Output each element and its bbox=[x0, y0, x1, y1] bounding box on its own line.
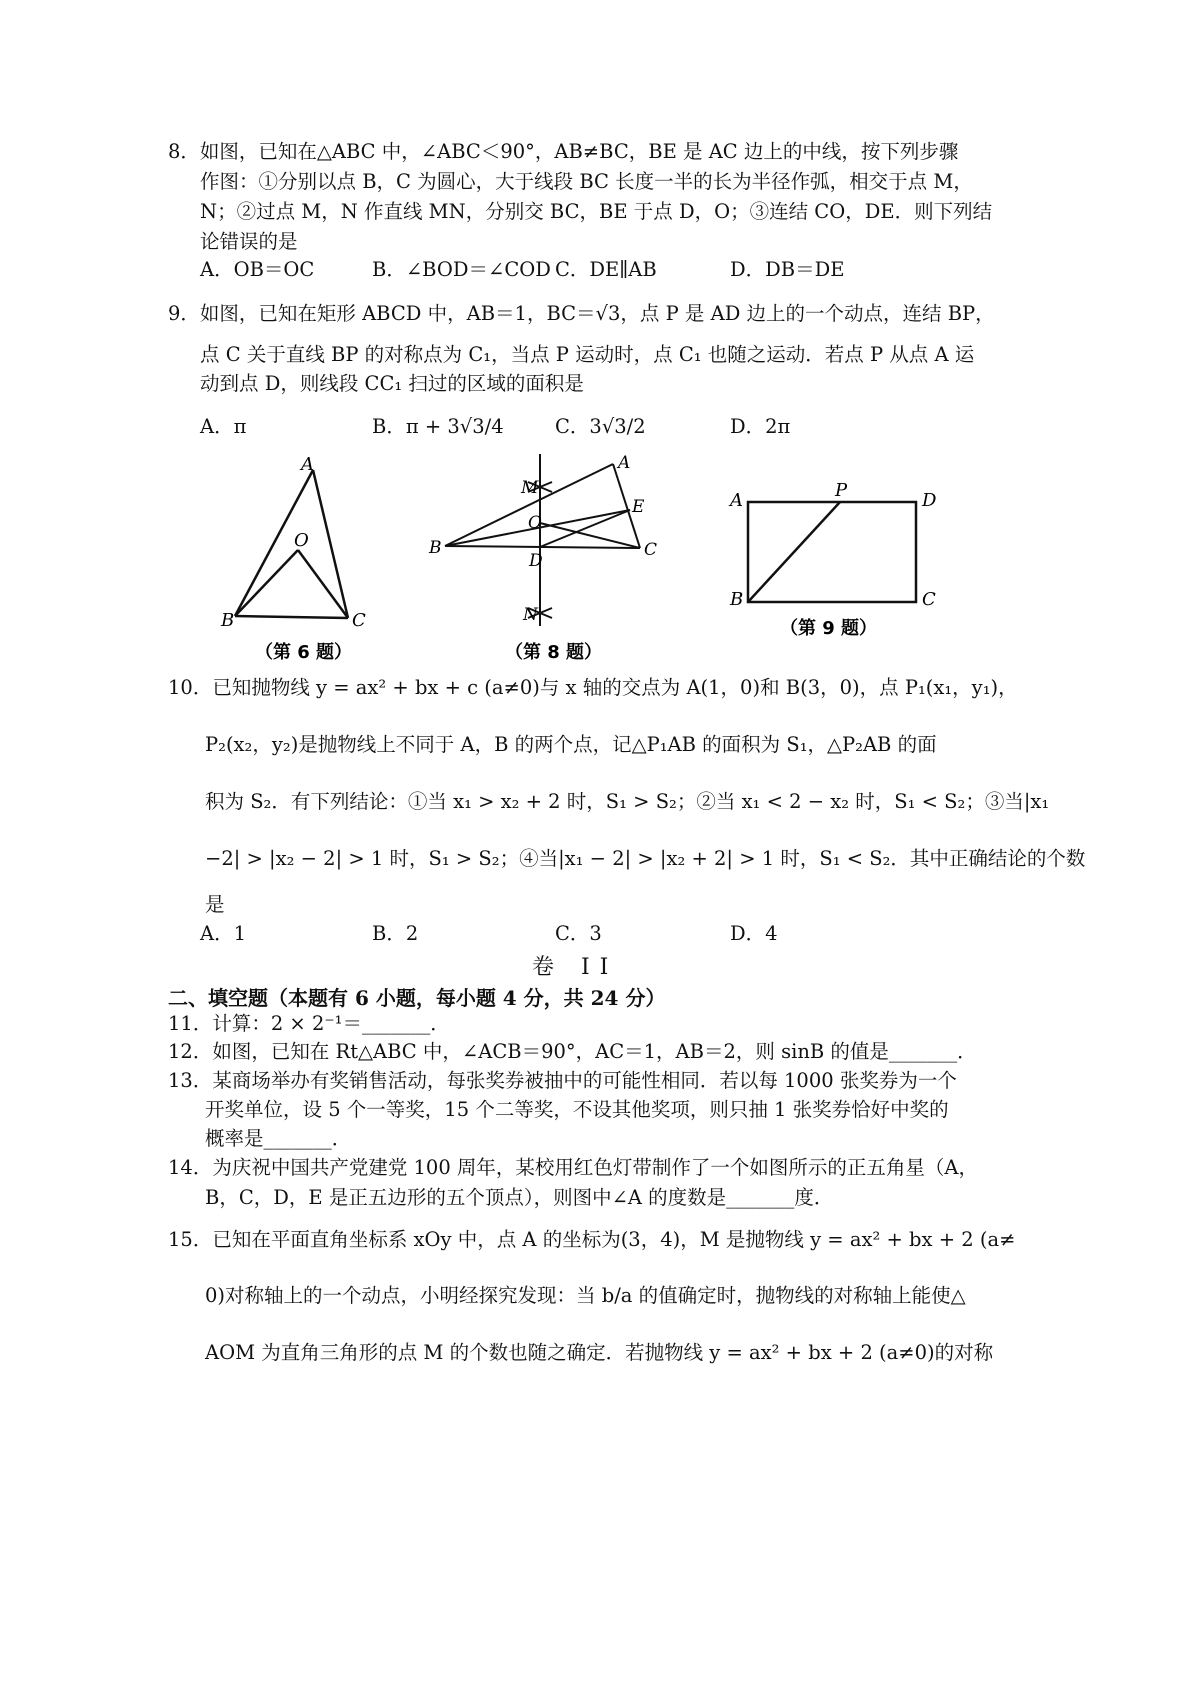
fig8-label-o: O bbox=[528, 513, 542, 533]
q8-line-3: N；②过点 M，N 作直线 MN，分别交 BC，BE 于点 D，O；③连结 CO，DE．则下列结 bbox=[200, 200, 993, 223]
figure-8-construction bbox=[425, 448, 685, 668]
q13-line-1: 13．某商场举办有奖销售活动，每张奖券被抽中的可能性相同．若以每 1000 张奖券为一个 bbox=[168, 1069, 957, 1092]
fig8-caption: （第 8 题） bbox=[505, 642, 603, 663]
q15-line-1: 15．已知在平面直角坐标系 xOy 中，点 A 的坐标为(3，4)，M 是抛物线 y = ax² + bx + 2 (a≠ bbox=[168, 1228, 1016, 1251]
fig8-label-m: M bbox=[521, 478, 539, 498]
q10-option-d: D．4 bbox=[730, 922, 778, 945]
q10-line-3: 积为 S₂．有下列结论：①当 x₁ > x₂ + 2 时，S₁ > S₂；②当 x₁ < 2 − x₂ 时，S₁ < S₂；③当|x₁ bbox=[205, 790, 1050, 813]
fig6-label-a: A bbox=[301, 454, 314, 475]
q9-option-a: A．π bbox=[200, 415, 247, 438]
q8-option-b: B．∠BOD＝∠COD bbox=[372, 258, 551, 281]
fig9-label-b: B bbox=[730, 589, 744, 610]
fig8-label-d: D bbox=[529, 551, 543, 571]
q10-option-b: B．2 bbox=[372, 922, 419, 945]
q10-line-1: 10．已知抛物线 y = ax² + bx + c (a≠0)与 x 轴的交点为 A(1，0)和 B(3，0)，点 P₁(x₁，y₁)， bbox=[168, 676, 1018, 699]
q9-option-b: B．π + 3√3/4 bbox=[372, 415, 504, 438]
figure-6-triangle bbox=[215, 448, 395, 668]
q8-option-c: C．DE∥AB bbox=[555, 258, 657, 281]
q14-line-2: B，C，D，E 是正五边形的五个顶点），则图中∠A 的度数是_______度． bbox=[205, 1186, 834, 1209]
q11: 11．计算：2 × 2⁻¹＝_______． bbox=[168, 1012, 450, 1035]
q8-line-1: 8．如图，已知在△ABC 中，∠ABC＜90°，AB≠BC，BE 是 AC 边上的中线，按下列步骤 bbox=[168, 140, 959, 163]
fig8-label-n: N bbox=[523, 605, 538, 625]
fig6-label-o: O bbox=[294, 530, 309, 551]
q10-option-c: C．3 bbox=[555, 922, 602, 945]
q13-line-2: 开奖单位，设 5 个一等奖，15 个二等奖，不设其他奖项，则只抽 1 张奖券恰好中奖的 bbox=[205, 1098, 949, 1121]
volume-title: 卷 II bbox=[532, 955, 619, 980]
figure-9-rectangle bbox=[720, 470, 970, 650]
q9-option-d: D．2π bbox=[730, 415, 791, 438]
q10-line-4: −2| > |x₂ − 2| > 1 时，S₁ > S₂；④当|x₁ − 2| > |x₂ + 2| > 1 时，S₁ < S₂．其中正确结论的个数 bbox=[205, 847, 1086, 870]
fig8-label-e: E bbox=[632, 497, 645, 517]
fig9-label-d: D bbox=[922, 490, 937, 511]
q8-line-2: 作图：①分别以点 B，C 为圆心，大于线段 BC 长度一半的长为半径作弧，相交于点 M， bbox=[200, 170, 973, 193]
q8-option-d: D．DB＝DE bbox=[730, 258, 845, 281]
fig9-label-a: A bbox=[730, 490, 743, 511]
section-2-heading: 二、填空题（本题有 6 小题，每小题 4 分，共 24 分） bbox=[168, 986, 666, 1010]
fig6-caption: （第 6 题） bbox=[255, 642, 353, 663]
q9-option-c: C．3√3/2 bbox=[555, 415, 646, 438]
fig6-label-c: C bbox=[352, 610, 366, 631]
q12: 12．如图，已知在 Rt△ABC 中，∠ACB＝90°，AC＝1，AB＝2，则 sinB 的值是_______． bbox=[168, 1040, 977, 1063]
q10-option-a: A．1 bbox=[200, 922, 246, 945]
q15-line-3: AOM 为直角三角形的点 M 的个数也随之确定．若抛物线 y = ax² + bx + 2 (a≠0)的对称 bbox=[205, 1341, 994, 1364]
q8-line-4: 论错误的是 bbox=[200, 230, 298, 253]
fig8-label-c: C bbox=[644, 540, 658, 560]
q15-line-2: 0)对称轴上的一个动点，小明经探究发现：当 b/a 的值确定时，抛物线的对称轴上能使△ bbox=[205, 1284, 966, 1307]
q8-option-a: A．OB＝OC bbox=[200, 258, 315, 281]
q13-line-3: 概率是_______． bbox=[205, 1127, 352, 1150]
q9-line-2: 点 C 关于直线 BP 的对称点为 C₁，当点 P 运动时，点 C₁ 也随之运动．若点 P 从点 A 运 bbox=[200, 343, 975, 366]
fig9-label-p: P bbox=[835, 480, 848, 501]
q9-line-1: 9．如图，已知在矩形 ABCD 中，AB＝1，BC＝√3，点 P 是 AD 边上的一个动点，连结 BP， bbox=[168, 302, 995, 325]
q10-line-5: 是 bbox=[205, 893, 225, 916]
fig8-label-b: B bbox=[429, 538, 442, 558]
fig9-label-c: C bbox=[922, 589, 936, 610]
fig8-label-a: A bbox=[618, 453, 631, 473]
fig6-label-b: B bbox=[221, 610, 235, 631]
fig9-caption: （第 9 题） bbox=[780, 618, 878, 639]
q14-line-1: 14．为庆祝中国共产党建党 100 周年，某校用红色灯带制作了一个如图所示的正五角星（A， bbox=[168, 1156, 979, 1179]
q10-line-2: P₂(x₂，y₂)是抛物线上不同于 A，B 的两个点，记△P₁AB 的面积为 S₁，△P₂AB 的面 bbox=[205, 733, 937, 756]
q9-line-3: 动到点 D，则线段 CC₁ 扫过的区域的面积是 bbox=[200, 372, 584, 395]
